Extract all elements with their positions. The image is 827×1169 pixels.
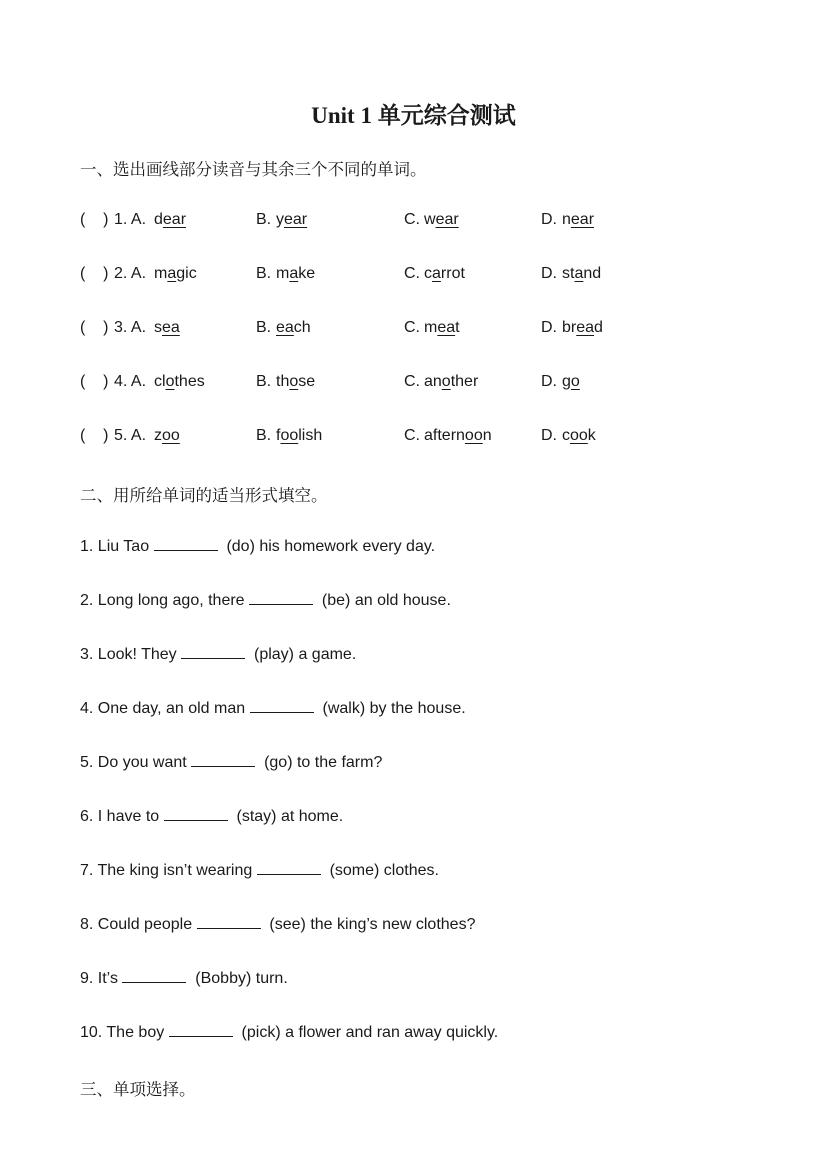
answer-paren: ( ) xyxy=(80,319,109,336)
option-b-label: B. xyxy=(256,265,272,282)
question-number: 4. A. xyxy=(114,373,147,390)
option-b xyxy=(276,319,311,337)
option-c-label: C. xyxy=(404,427,420,444)
underlined-part: ea xyxy=(437,319,456,336)
item-text: 10. The boy xyxy=(80,1024,169,1041)
fill-item xyxy=(80,1022,498,1042)
option-d-label: D. xyxy=(541,319,557,336)
fill-item xyxy=(80,752,382,772)
word-part: br xyxy=(562,319,577,336)
word-part: s xyxy=(154,319,162,336)
word-part: st xyxy=(562,265,575,282)
answer-blank[interactable] xyxy=(250,698,314,713)
word-part: th xyxy=(276,373,290,390)
underlined-part: ear xyxy=(435,211,459,228)
option-c xyxy=(424,373,478,391)
answer-blank[interactable] xyxy=(181,644,245,659)
word-part: gic xyxy=(176,265,197,282)
fill-item xyxy=(80,698,466,718)
option-a xyxy=(154,373,205,391)
option-a xyxy=(154,319,180,337)
word-part: cl xyxy=(154,373,166,390)
option-d-label: D. xyxy=(541,427,557,444)
fill-item xyxy=(80,590,451,610)
option-c xyxy=(424,211,459,229)
question-number: 5. A. xyxy=(114,427,147,444)
item-hint: (be) an old house. xyxy=(313,592,451,609)
word-part: ther xyxy=(450,373,479,390)
item-text: 6. I have to xyxy=(80,808,164,825)
option-d-label: D. xyxy=(541,211,557,228)
word-part: aftern xyxy=(424,427,465,444)
question-row xyxy=(80,427,760,451)
underlined-part: oo xyxy=(570,427,588,444)
option-b-label: B. xyxy=(256,211,272,228)
question-row xyxy=(80,373,760,397)
item-text: 5. Do you want xyxy=(80,754,192,771)
underlined-part: ea xyxy=(162,319,180,336)
word-part: d xyxy=(154,211,163,228)
item-hint: (pick) a flower and ran away quickly. xyxy=(232,1024,499,1041)
item-hint: (go) to the farm? xyxy=(255,754,383,771)
option-c xyxy=(424,427,492,445)
word-part: t xyxy=(455,319,460,336)
word-part: m xyxy=(424,319,438,336)
fill-item xyxy=(80,806,343,826)
underlined-part: a xyxy=(289,265,299,282)
option-d xyxy=(562,319,603,337)
word-part: z xyxy=(154,427,162,444)
answer-blank[interactable] xyxy=(257,860,321,875)
option-d xyxy=(562,211,594,229)
underlined-part: ea xyxy=(276,319,294,336)
item-hint: (walk) by the house. xyxy=(313,700,466,717)
option-b-label: B. xyxy=(256,427,272,444)
word-part: d xyxy=(594,319,603,336)
answer-blank[interactable] xyxy=(169,1022,233,1037)
option-a xyxy=(154,265,197,283)
word-part: n xyxy=(562,211,571,228)
word-part: thes xyxy=(174,373,205,390)
underlined-part: oo xyxy=(162,427,180,444)
question-row xyxy=(80,319,760,343)
answer-blank[interactable] xyxy=(122,968,186,983)
word-part: ke xyxy=(298,265,316,282)
page-title: Unit 1 单元综合测试 xyxy=(311,103,516,128)
word-part: m xyxy=(276,265,290,282)
section-2-heading: 二、用所给单词的适当形式填空。 xyxy=(80,486,328,505)
answer-paren: ( ) xyxy=(80,211,109,228)
word-part: se xyxy=(298,373,316,390)
word-part: g xyxy=(562,373,571,390)
item-text: 1. Liu Tao xyxy=(80,538,154,555)
item-hint: (see) the king’s new clothes? xyxy=(260,916,476,933)
word-part: nd xyxy=(583,265,602,282)
answer-paren: ( ) xyxy=(80,427,109,444)
item-hint: (some) clothes. xyxy=(320,862,439,879)
option-d xyxy=(562,265,601,283)
word-part: y xyxy=(276,211,284,228)
word-part: k xyxy=(587,427,596,444)
item-hint: (do) his homework every day. xyxy=(217,538,436,555)
underlined-part: ea xyxy=(576,319,595,336)
underlined-part: oo xyxy=(464,427,483,444)
option-d-label: D. xyxy=(541,373,557,390)
underlined-part: a xyxy=(432,265,441,282)
item-text: 8. Could people xyxy=(80,916,197,933)
option-c xyxy=(424,265,465,283)
fill-item xyxy=(80,536,435,556)
word-part: ch xyxy=(293,319,311,336)
answer-blank[interactable] xyxy=(191,752,255,767)
option-c-label: C. xyxy=(404,319,420,336)
underlined-part: o xyxy=(441,373,451,390)
answer-blank[interactable] xyxy=(249,590,313,605)
answer-paren: ( ) xyxy=(80,265,109,282)
word-part: w xyxy=(424,211,436,228)
word-part: lish xyxy=(298,427,323,444)
underlined-part: a xyxy=(574,265,584,282)
question-number: 3. A. xyxy=(114,319,147,336)
item-hint: (play) a game. xyxy=(245,646,357,663)
question-number: 1. A. xyxy=(114,211,147,228)
option-c-label: C. xyxy=(404,211,420,228)
answer-blank[interactable] xyxy=(197,914,261,929)
underlined-part: o xyxy=(570,373,580,390)
option-a xyxy=(154,211,186,229)
option-c xyxy=(424,319,460,337)
answer-blank[interactable] xyxy=(154,536,218,551)
item-text: 3. Look! They xyxy=(80,646,182,663)
option-b xyxy=(276,211,307,229)
option-d xyxy=(562,427,596,445)
word-part: rrot xyxy=(440,265,465,282)
underlined-part: o xyxy=(165,373,175,390)
word-part: m xyxy=(154,265,168,282)
item-text: 7. The king isn’t wearing xyxy=(80,862,257,879)
item-text: 2. Long long ago, there xyxy=(80,592,250,609)
fill-item xyxy=(80,968,288,988)
underlined-part: ear xyxy=(162,211,187,228)
word-part: f xyxy=(276,427,281,444)
underlined-part: ear xyxy=(284,211,308,228)
fill-item xyxy=(80,644,356,664)
question-row xyxy=(80,265,760,289)
question-number: 2. A. xyxy=(114,265,147,282)
option-d-label: D. xyxy=(541,265,557,282)
option-c-label: C. xyxy=(404,265,420,282)
word-part: an xyxy=(424,373,442,390)
option-b xyxy=(276,265,315,283)
word-part: c xyxy=(562,427,570,444)
underlined-part: a xyxy=(167,265,177,282)
item-text: 4. One day, an old man xyxy=(80,700,250,717)
item-hint: (stay) at home. xyxy=(227,808,344,825)
answer-paren: ( ) xyxy=(80,373,109,390)
option-a xyxy=(154,427,180,445)
fill-item xyxy=(80,860,439,880)
underlined-part: o xyxy=(289,373,299,390)
question-row xyxy=(80,211,760,235)
word-part: n xyxy=(482,427,492,444)
item-hint: (Bobby) turn. xyxy=(186,970,288,987)
underlined-part: oo xyxy=(280,427,299,444)
option-b xyxy=(276,373,315,391)
option-d xyxy=(562,373,580,391)
option-b-label: B. xyxy=(256,373,272,390)
word-part: c xyxy=(424,265,432,282)
option-b xyxy=(276,427,322,445)
section-3-heading: 三、单项选择。 xyxy=(80,1080,196,1099)
answer-blank[interactable] xyxy=(164,806,228,821)
item-text: 9. It’s xyxy=(80,970,123,987)
underlined-part: ear xyxy=(570,211,595,228)
fill-item xyxy=(80,914,475,934)
option-c-label: C. xyxy=(404,373,420,390)
option-b-label: B. xyxy=(256,319,272,336)
section-1-heading: 一、选出画线部分读音与其余三个不同的单词。 xyxy=(80,160,427,179)
